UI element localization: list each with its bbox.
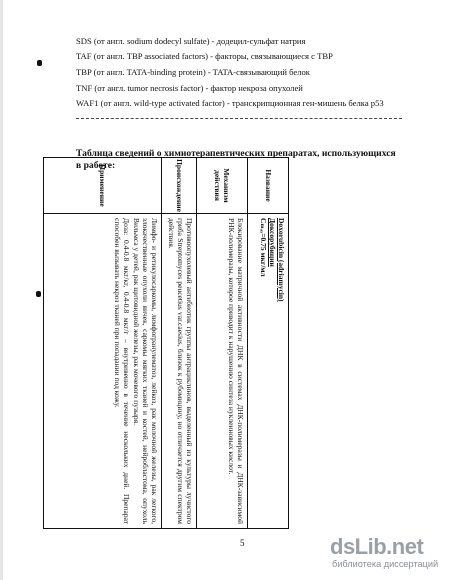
watermark-logo	[330, 532, 442, 572]
table-row-application	[44, 158, 161, 528]
table-row-name	[247, 158, 288, 528]
watermark-brand: dsLib.net	[330, 534, 424, 559]
row-label-name: Название	[248, 158, 288, 214]
abbreviation-tbp: TBP (от англ. TATA-binding protein) - TATA-связывающий белок	[76, 67, 310, 77]
page-edge-shadow	[0, 0, 3, 580]
drug-table	[43, 157, 289, 529]
row-cell-name	[248, 214, 288, 528]
margin-mark-middle	[36, 291, 41, 297]
abbreviation-sds: SDS (от англ. sodium dodecyl sulfate) - додецил-сульфат натрия	[76, 36, 306, 46]
drug-cmax: Cₘₐₓ=0.75 мкг/мл	[258, 218, 268, 277]
row-label-application: Применение	[44, 158, 161, 214]
row-cell-application	[44, 214, 161, 528]
dose-text: Доза: 0.4-0.8 мкг/кг, 0.4-0.8 мкг/г – внутривенно в течение нескольких дней. Препарат способен вызывать некроз тканей при попадании под кожу.	[113, 218, 132, 524]
abbreviation-waf1: WAF1 (от англ. wild-type activated factor) - транскрипционная ген-мишень белка p53	[76, 98, 384, 108]
margin-mark-top	[37, 60, 42, 66]
drug-name-latin: Doxorubicin (adriamycin)	[277, 218, 286, 302]
table-row-origin	[161, 158, 196, 528]
dashed-separator	[76, 118, 402, 119]
page-number: 5	[240, 538, 245, 548]
row-cell-origin: Противоопухолевый антибиотик группы антрациклинов, выделенный из культуры лучистого гриба Streptomyces peucetius var.caesius, близок к рубомицину, но отличается другим спектром действия.	[166, 218, 194, 524]
watermark-subtitle: библиотека диссертаций	[332, 559, 439, 569]
drug-name-russian: Доксорубицин	[267, 218, 277, 267]
row-label-mechanism: Механизм действия	[197, 158, 247, 214]
abbreviation-tnf: TNF (от англ. tumor necrosis factor) - фактор некроза опухолей	[76, 83, 303, 93]
application-text: Лимфо- и ретикулосаркомы, лимфогранулематоз, лейкоз, рак молочной железы, рак легкого, злокачественные опухоли яичек, саркомы мягких тканей и костей, нейробластома, опухоль Вильмса у детей, рак щитовидной железы, рак мочевого пузыря.	[131, 218, 159, 524]
table-row-mechanism	[196, 158, 247, 528]
row-label-origin: Происхождение	[162, 158, 196, 214]
table-caption: Таблица сведений о химиотерапевтических препаратах, использующихся в работе:	[76, 148, 396, 171]
row-cell-mechanism: Блокирование матричной активности ДНК в системах ДНК-полимеразы и ДНК-зависимой РНК-полимеразы, которое приводит к нарушению синтеза нуклеиновых кислот.	[226, 218, 245, 524]
abbreviation-taf: TAF (от англ. TBP associated factors) - факторы, связывающиеся с TBP	[76, 51, 333, 61]
